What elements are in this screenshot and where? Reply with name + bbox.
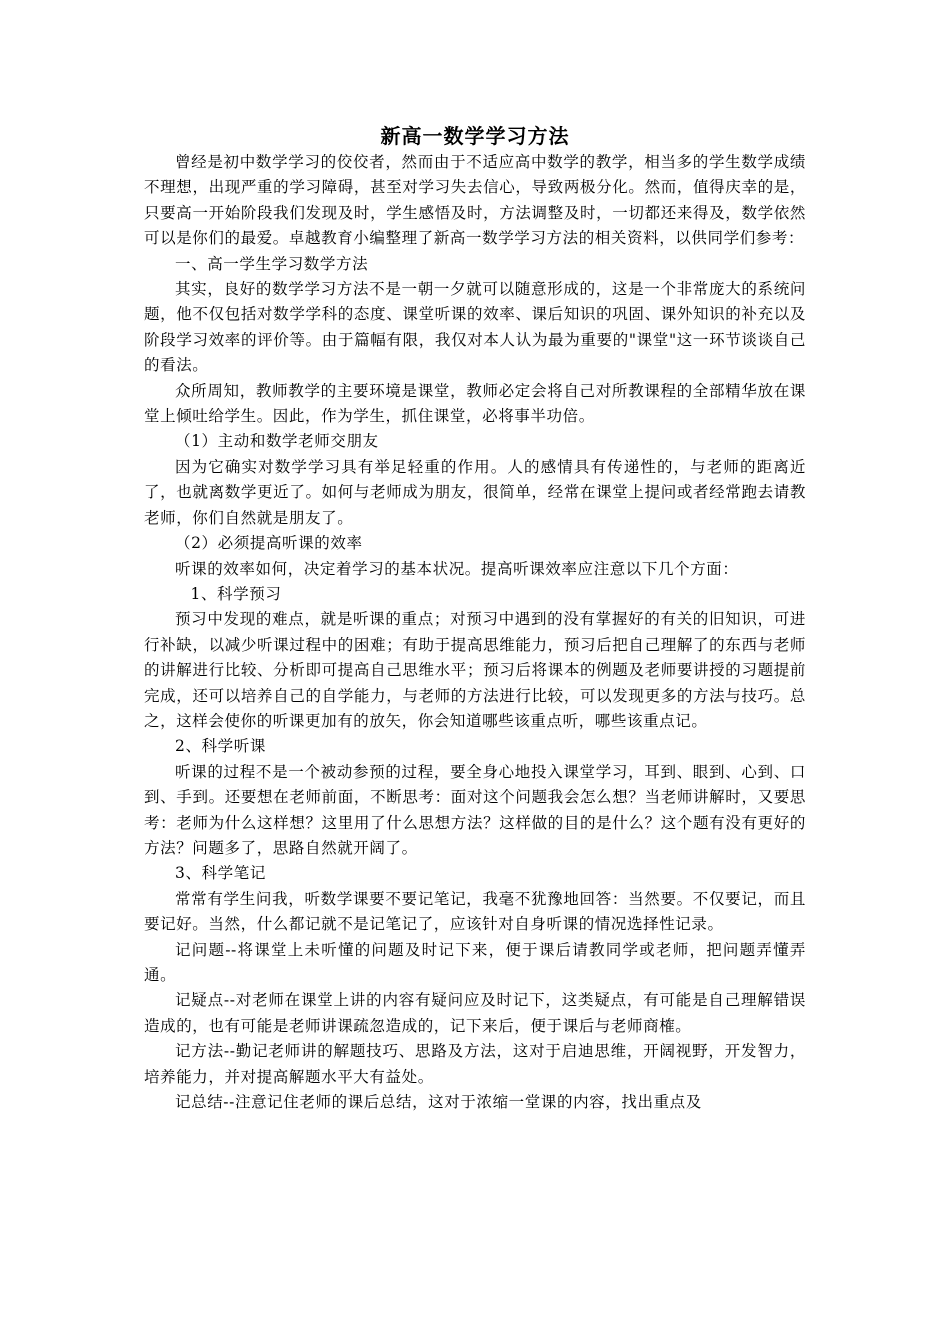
subheading-notes: 3、科学笔记 [175,864,266,883]
paragraph-method-overview: 其实，良好的数学学习方法不是一朝一夕就可以随意形成的，这是一个非常庞大的系统问题，他不仅包括对数学学科的态度、课堂听课的效率、课后知识的巩固、课外知识的补充以及阶段学习效率的评价等。由于篇幅有限，我仅对本人认为最为重要的"课堂"这一环节谈谈自己的看法。 [144,280,806,375]
paragraph-listening: 听课的过程不是一个被动参预的过程，要全身心地投入课堂学习，耳到、眼到、心到、口到、手到。还要想在老师前面，不断思考：面对这个问题我会怎么想？当老师讲解时，又要思考：老师为什么这样想？这里用了什么思想方法？这样做的目的是什么？这个题有没有更好的方法？问题多了，思路自然就开阔了。 [144,762,806,857]
subheading-preview: 1、科学预习 [190,584,282,603]
subheading-listening: 2、科学听课 [175,737,266,756]
document-title: 新高一数学学习方法 [380,124,570,148]
paragraph-note-summary: 记总结--注意记住老师的课后总结，这对于浓缩一堂课的内容，找出重点及 [175,1093,702,1112]
paragraph-notes: 常常有学生问我，听数学课要不要记笔记，我毫不犹豫地回答：当然要。不仅要记，而且要记好。当然，什么都记就不是记笔记了，应该针对自身听课的情况选择性记录。 [144,889,806,934]
paragraph-preview: 预习中发现的难点，就是听课的重点；对预习中遇到的没有掌握好的有关的旧知识，可进行补缺，以减少听课过程中的困难；有助于提高思维能力，预习后把自己理解了的东西与老师的讲解进行比较、分析即可提高自己思维水平；预习后将课本的例题及老师要讲授的习题提前完成，还可以培养自己的自学能力，与老师的方法进行比较，可以发现更多的方法与技巧。总之，这样会使你的听课更加有的放矢，你会知道哪些该重点听，哪些该重点记。 [144,610,806,730]
intro-paragraph: 曾经是初中数学学习的佼佼者，然而由于不适应高中数学的教学，相当多的学生数学成绩不理想，出现严重的学习障碍，甚至对学习失去信心，导致两极分化。然而，值得庆幸的是，只要高一开始阶段我们发现及时，学生感悟及时，方法调整及时，一切都还来得及，数学依然可以是你们的最爱。卓越教育小编整理了新高一数学学习方法的相关资料，以供同学们参考： [144,153,806,248]
document-page [144,122,806,1115]
subheading-befriend-teacher: （1）主动和数学老师交朋友 [175,432,379,451]
paragraph-listening-efficiency: 听课的效率如何，决定着学习的基本状况。提高听课效率应注意以下几个方面： [175,559,739,578]
paragraph-note-questions: 记问题--将课堂上未听懂的问题及时记下来，便于课后请教同学或老师，把问题弄懂弄通。 [144,940,806,984]
paragraph-note-doubts: 记疑点--对老师在课堂上讲的内容有疑问应及时记下，这类疑点，有可能是自己理解错误造成的，也有可能是老师讲课疏忽造成的，记下来后，便于课后与老师商榷。 [144,991,806,1035]
subheading-listening-efficiency: （2）必须提高听课的效率 [175,534,363,553]
paragraph-note-methods: 记方法--勤记老师讲的解题技巧、思路及方法，这对于启迪思维，开阔视野，开发智力，培养能力，并对提高解题水平大有益处。 [144,1042,806,1086]
section-heading-methods: 一、高一学生学习数学方法 [175,254,369,273]
paragraph-classroom: 众所周知，教师教学的主要环境是课堂，教师必定会将自己对所教课程的全部精华放在课堂上倾吐给学生。因此，作为学生，抓住课堂，必将事半功倍。 [144,381,806,426]
paragraph-befriend-teacher: 因为它确实对数学学习具有举足轻重的作用。人的感情具有传递性的，与老师的距离近了，也就离数学更近了。如何与老师成为朋友，很简单，经常在课堂上提问或者经常跑去请教老师，你们自然就是朋友了。 [144,457,806,527]
